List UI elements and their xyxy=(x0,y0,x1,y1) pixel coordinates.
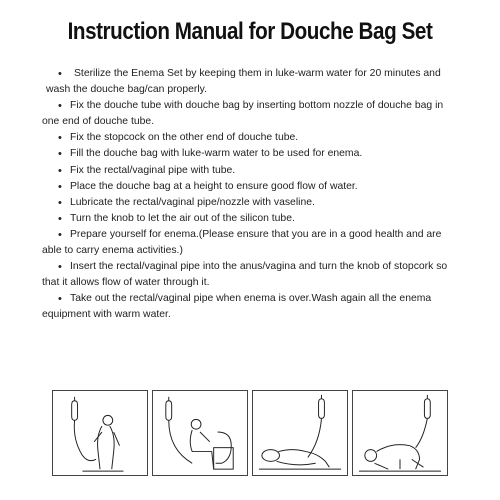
illustration-strip xyxy=(52,390,448,476)
lying-figure-icon xyxy=(253,391,347,475)
step-text: Take out the rectal/vaginal pipe when enema is over.Wash again all the enema equipment with warm water. xyxy=(42,293,432,321)
lying-side-illustration xyxy=(252,390,348,476)
step-text: Insert the rectal/vaginal pipe into the anus/vagina and turn the knob of stopcork so that it allows flow of water through it. xyxy=(42,261,448,289)
step-text: Fix the stopcock on the other end of douche tube. xyxy=(70,132,299,144)
sitting-figure-icon xyxy=(153,391,247,475)
page-title: Instruction Manual for Douche Bag Set xyxy=(67,18,433,45)
bullet-icon: • xyxy=(58,132,62,145)
bullet-icon: • xyxy=(58,228,62,241)
bullet-icon: • xyxy=(58,293,62,306)
bullet-icon: • xyxy=(58,212,62,225)
list-item xyxy=(58,211,462,227)
list-item xyxy=(46,66,462,98)
bullet-icon: • xyxy=(58,180,62,193)
bullet-icon: • xyxy=(58,196,62,209)
step-text: Prepare yourself for enema.(Please ensure that you are in a good health and are able to carry enema activities.) xyxy=(42,228,442,257)
list-item xyxy=(58,179,462,195)
list-item xyxy=(42,98,462,130)
bullet-icon: • xyxy=(58,164,62,177)
kneeling-illustration xyxy=(352,390,448,476)
step-text: Turn the knob to let the air out of the silicon tube. xyxy=(70,212,295,224)
list-item xyxy=(58,146,462,162)
instruction-list xyxy=(42,66,462,324)
bullet-icon: • xyxy=(58,100,62,113)
list-item xyxy=(58,130,462,146)
step-text: Fill the douche bag with luke-warm water to be used for enema. xyxy=(70,148,363,160)
bullet-icon: • xyxy=(58,148,62,161)
bullet-icon: • xyxy=(58,261,62,274)
step-text: Fix the rectal/vaginal pipe with tube. xyxy=(70,164,236,176)
step-text: Fix the douche tube with douche bag by inserting bottom nozzle of douche bag in one end of douche tube. xyxy=(42,100,444,128)
standing-figure-icon xyxy=(53,391,147,475)
bullet-icon: • xyxy=(58,68,62,80)
step-text: Sterilize the Enema Set by keeping them in luke-warm water for 20 minutes and wash the douche bag/can properly. xyxy=(46,68,441,96)
list-item xyxy=(58,163,462,179)
standing-illustration xyxy=(52,390,148,476)
list-item xyxy=(58,195,462,211)
step-text: Lubricate the rectal/vaginal pipe/nozzle with vaseline. xyxy=(70,196,315,208)
list-item xyxy=(42,259,462,291)
list-item xyxy=(42,227,462,259)
sitting-illustration xyxy=(152,390,248,476)
kneeling-figure-icon xyxy=(353,391,447,475)
step-text: Place the douche bag at a height to ensure good flow of water. xyxy=(70,180,358,192)
list-item xyxy=(42,291,462,323)
